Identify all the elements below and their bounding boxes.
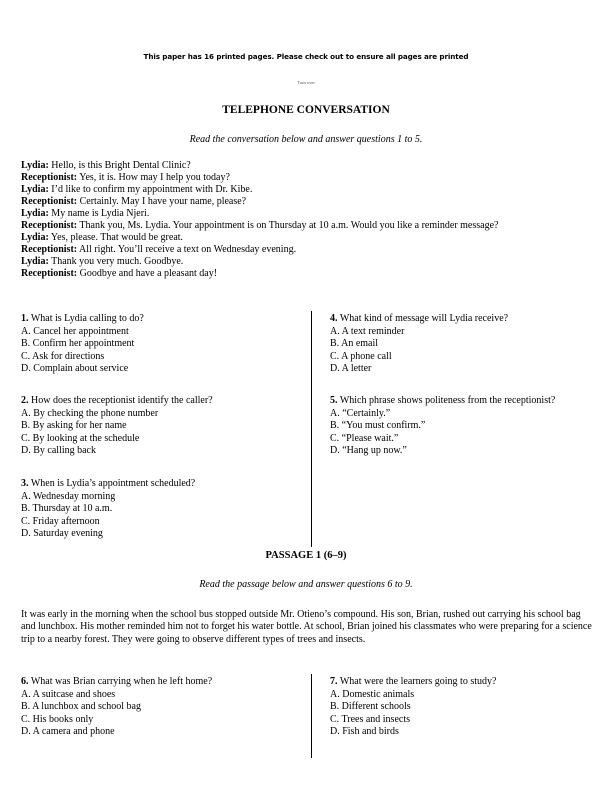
question-number: 6. <box>21 676 29 687</box>
question-stem <box>21 313 306 326</box>
utterance: Thank you, Ms. Lydia. Your appointment is on Thursday at 10 a.m. Would you like a reminder message? <box>77 220 499 232</box>
utterance: Yes, please. That would be great. <box>48 232 184 244</box>
dialogue-line <box>21 184 606 196</box>
utterance: Goodbye and have a pleasant day! <box>77 268 218 280</box>
question-number: 2. <box>21 395 29 406</box>
dialogue-line <box>21 160 606 172</box>
option: A. A text reminder <box>330 325 405 337</box>
option: B. An email <box>330 338 379 350</box>
option: A. By checking the phone number <box>21 407 159 419</box>
dialogue-line <box>21 232 606 244</box>
passage-instruction: Read the passage below and answer questions 6 to 9. <box>199 579 413 590</box>
speaker: Lydia: <box>21 160 49 171</box>
speaker: Receptionist: <box>21 172 78 184</box>
column-divider <box>311 311 312 547</box>
option: A. Domestic animals <box>330 688 415 700</box>
question-stem <box>21 395 306 408</box>
dialogue-line <box>21 220 606 232</box>
question-number: 3. <box>21 478 29 489</box>
question-block-3 <box>21 478 306 541</box>
speaker: Lydia: <box>21 232 49 244</box>
question-block-6 <box>21 676 306 739</box>
option: C. A phone call <box>330 350 392 362</box>
option: A. “Certainly.” <box>330 407 391 419</box>
option: D. Fish and birds <box>330 726 399 738</box>
option: B. By asking for her name <box>21 420 127 432</box>
option: A. Wednesday morning <box>21 490 116 502</box>
utterance: Hello, is this Bright Dental Clinic? <box>48 160 191 171</box>
dialogue-line <box>21 208 606 220</box>
question-stem <box>330 395 610 408</box>
question-number: 7. <box>330 676 338 687</box>
section-title: TELEPHONE CONVERSATION <box>222 104 390 116</box>
option: D. A camera and phone <box>21 726 115 738</box>
option: D. Complain about service <box>21 363 129 375</box>
option: C. Friday afternoon <box>21 515 100 527</box>
utterance: Certainly. May I have your name, please? <box>77 196 247 208</box>
utterance: Thank you very much. Goodbye. <box>48 256 184 268</box>
question-number: 1. <box>21 313 29 324</box>
utterance: I’d like to confirm my appointment with Dr. Kibe. <box>48 184 253 196</box>
utterance: Yes, it is. How may I help you today? <box>77 172 230 184</box>
question-text: What is Lydia calling to do? <box>28 313 144 324</box>
question-text: Which phrase shows politeness from the receptionist? <box>337 395 556 406</box>
option: C. By looking at the schedule <box>21 432 140 444</box>
question-text: When is Lydia’s appointment scheduled? <box>28 478 196 489</box>
question-block-1 <box>21 313 306 376</box>
utterance: My name is Lydia Njeri. <box>48 208 150 220</box>
option: A. A suitcase and shoes <box>21 688 116 700</box>
question-block-4 <box>330 313 610 376</box>
question-stem <box>330 313 610 326</box>
dialogue-line <box>21 268 606 280</box>
speaker: Lydia: <box>21 256 49 268</box>
question-number: 4. <box>330 313 338 324</box>
turn-over-note: Turn over <box>297 80 315 85</box>
option: A. Cancel her appointment <box>21 325 129 337</box>
speaker: Lydia: <box>21 184 49 196</box>
question-block-5 <box>330 395 610 458</box>
question-stem <box>330 676 610 689</box>
column-divider <box>311 674 312 758</box>
question-text: What kind of message will Lydia receive? <box>337 313 509 324</box>
option: D. By calling back <box>21 445 96 457</box>
page-banner: This paper has 16 printed pages. Please check out to ensure all pages are printed <box>143 52 469 61</box>
option: C. Ask for directions <box>21 350 105 362</box>
question-block-2 <box>21 395 306 458</box>
question-text: What was Brian carrying when he left home? <box>28 676 213 687</box>
section-instruction: Read the conversation below and answer questions 1 to 5. <box>189 134 423 145</box>
option: B. Confirm her appointment <box>21 338 135 350</box>
speaker: Receptionist: <box>21 268 78 280</box>
question-stem <box>21 478 306 491</box>
option: C. His books only <box>21 713 94 725</box>
option: D. “Hang up now.” <box>330 445 407 457</box>
utterance: All right. You’ll receive a text on Wednesday evening. <box>77 244 297 256</box>
speaker: Receptionist: <box>21 220 78 232</box>
option: B. A lunchbox and school bag <box>21 701 141 713</box>
dialogue-line <box>21 196 606 208</box>
dialogue-line <box>21 172 606 184</box>
question-number: 5. <box>330 395 338 406</box>
speaker: Receptionist: <box>21 196 78 208</box>
speaker: Lydia: <box>21 208 49 220</box>
speaker: Receptionist: <box>21 244 78 256</box>
question-block-7 <box>330 676 610 739</box>
passage-title: PASSAGE 1 (6–9) <box>265 550 347 561</box>
dialogue-line <box>21 256 606 268</box>
dialogue-line <box>21 244 606 256</box>
option: B. Different schools <box>330 701 411 713</box>
option: C. “Please wait.” <box>330 432 399 444</box>
question-text: How does the receptionist identify the caller? <box>28 395 213 406</box>
question-stem <box>21 676 306 689</box>
option: B. Thursday at 10 a.m. <box>21 503 113 515</box>
option: D. Saturday evening <box>21 528 103 540</box>
option: D. A letter <box>330 363 372 375</box>
passage-text: It was early in the morning when the school bus stopped outside Mr. Otieno’s compound. His son, Brian, rushed out carrying his school bag and lunchbox. His mother reminded him not to forget his water bottle. At school, Brian joined his classmates who were preparing for a science trip to a nearby forest. They were going to observe different types of trees and insects. <box>21 609 592 645</box>
question-text: What were the learners going to study? <box>337 676 497 687</box>
option: C. Trees and insects <box>330 713 410 725</box>
dialogue <box>21 160 606 280</box>
option: B. “You must confirm.” <box>330 420 426 432</box>
